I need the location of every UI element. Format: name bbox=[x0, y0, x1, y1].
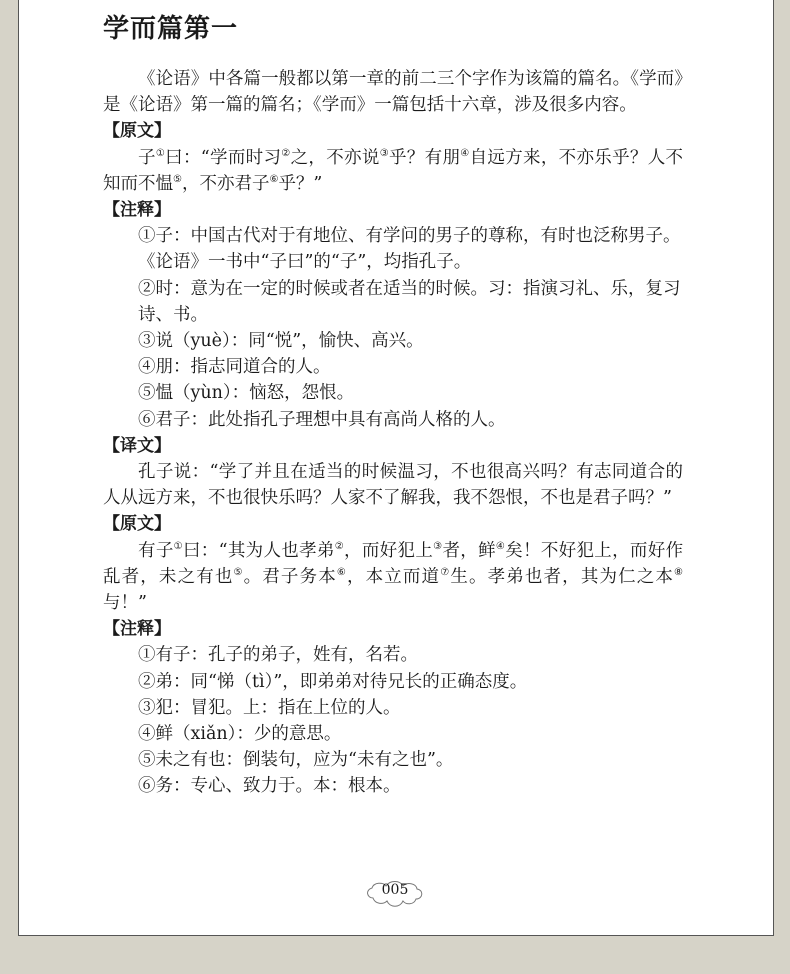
footnote-marker: ② bbox=[334, 540, 345, 552]
footnote-marker: ⑥ bbox=[336, 566, 347, 578]
page-number: 005 bbox=[381, 882, 409, 898]
footnote-marker: ① bbox=[155, 147, 166, 159]
note-item: ②时：意为在一定的时候或者在适当的时候。习：指演习礼、乐，复习诗、书。 bbox=[138, 278, 681, 325]
note-item: ①有子：孔子的弟子，姓有，名若。 bbox=[138, 645, 418, 666]
footnote-marker: ① bbox=[173, 540, 183, 552]
page-number-badge bbox=[359, 878, 431, 908]
section-heading-original-2: 【原文】 bbox=[103, 514, 171, 535]
footnote-marker: ⑦ bbox=[440, 566, 451, 578]
footnote-marker: ⑤ bbox=[233, 566, 244, 578]
footnote-marker: ④ bbox=[495, 540, 506, 552]
footnote-marker: ⑥ bbox=[269, 173, 279, 185]
section-heading-original-1: 【原文】 bbox=[103, 121, 171, 142]
footnote-marker: ④ bbox=[460, 147, 470, 159]
intro-paragraph: 《论语》中各篇一般都以第一章的前二三个字作为该篇的篇名。《学而》是《论语》第一篇的篇名；《学而》一篇包括十六章，涉及很多内容。 bbox=[103, 69, 683, 116]
page-content bbox=[103, 66, 683, 800]
translation-text: 孔子说：“学了并且在适当的时候温习，不也很高兴吗？有志同道合的人从远方来，不也很快乐吗？人家不了解我，我不怨恨，不也是君子吗？” bbox=[103, 462, 683, 509]
note-item: ⑥务：专心、致力于。本：根本。 bbox=[138, 776, 401, 797]
footnote-marker: ⑧ bbox=[674, 566, 684, 578]
note-item: ④鲜（xiǎn）：少的意思。 bbox=[138, 724, 342, 745]
footnote-marker: ② bbox=[281, 147, 291, 159]
book-page bbox=[18, 0, 774, 936]
note-item: ①子：中国古代对于有地位、有学问的男子的尊称，有时也泛称男子。《论语》一书中“子曰”的“子”，均指孔子。 bbox=[138, 226, 681, 273]
note-item: ②弟：同“悌（tì）”，即弟弟对待兄长的正确态度。 bbox=[138, 671, 528, 692]
original-text-2: 有子①曰：“其为人也孝弟②，而好犯上③者，鲜④矣！不好犯上，而好作乱者，未之有也⑤。君子务本⑥，本立而道⑦生。孝弟也者，其为仁之本⑧与！” bbox=[103, 540, 684, 614]
original-text-1: 子①曰：“学而时习②之，不亦说③乎？有朋④自远方来，不亦乐乎？人不知而不愠⑤，不亦君子⑥乎？” bbox=[103, 147, 684, 194]
chapter-title: 学而篇第一 bbox=[103, 14, 239, 44]
footnote-marker: ③ bbox=[433, 540, 443, 552]
section-heading-notes-2: 【注释】 bbox=[103, 619, 171, 640]
note-item: ⑥君子：此处指孔子理想中具有高尚人格的人。 bbox=[138, 409, 506, 430]
note-item: ⑤未之有也：倒装句，应为“未有之也”。 bbox=[138, 750, 454, 771]
note-item: ④朋：指志同道合的人。 bbox=[138, 357, 331, 378]
note-item: ③犯：冒犯。上：指在上位的人。 bbox=[138, 697, 401, 718]
note-item: ③说（yuè）：同“悦”，愉快、高兴。 bbox=[138, 331, 424, 352]
section-heading-notes-1: 【注释】 bbox=[103, 200, 171, 221]
footnote-marker: ⑤ bbox=[173, 173, 182, 185]
footnote-marker: ③ bbox=[379, 147, 389, 159]
section-heading-translation: 【译文】 bbox=[103, 435, 171, 456]
note-item: ⑤愠（yùn）：恼怒，怨恨。 bbox=[138, 383, 355, 404]
